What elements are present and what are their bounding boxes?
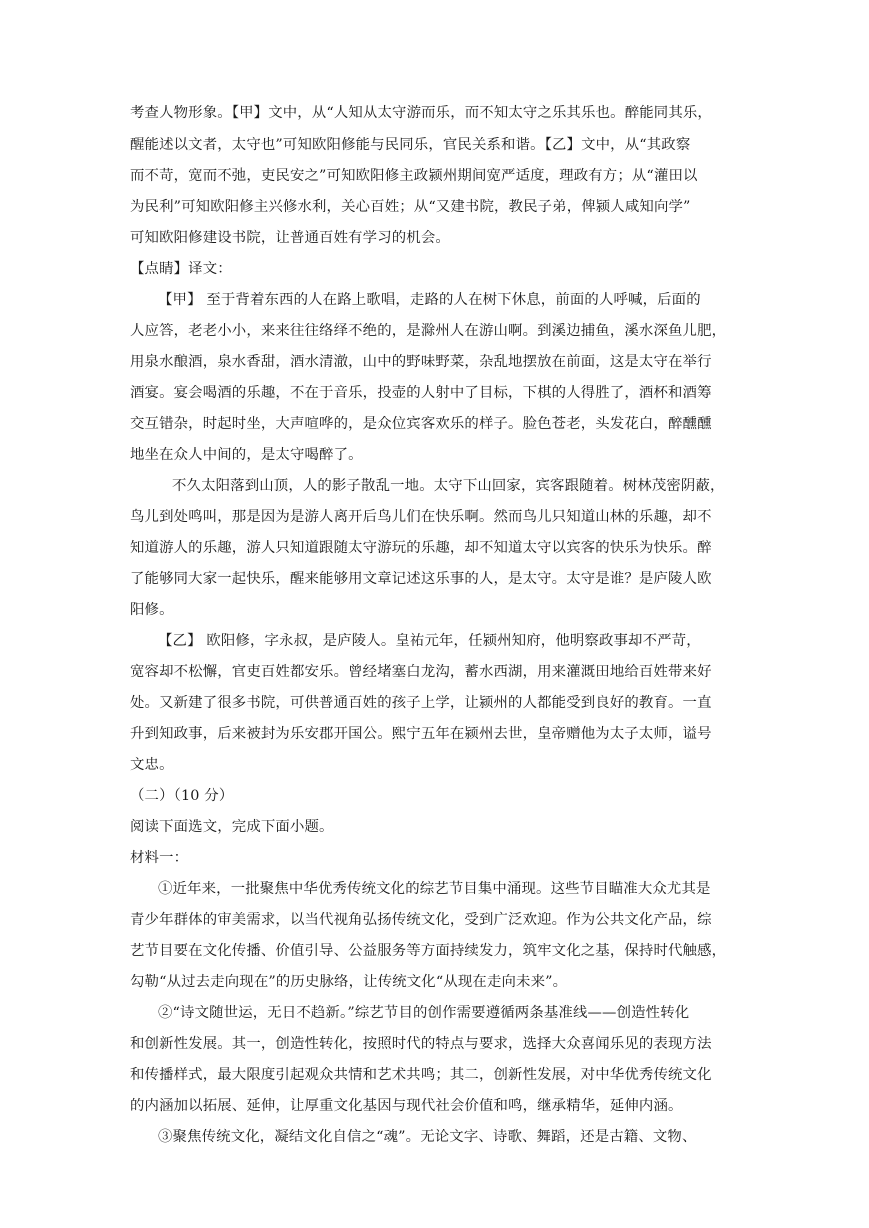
text-line: 和创新性发展。其一，创造性转化，按照时代的特点与要求，选择大众喜闻乐见的表现方法 <box>130 1036 712 1052</box>
text-line: 的内涵加以拓展、延伸，让厚重文化基因与现代社会价值和鸣，继承精华，延伸内涵。 <box>130 1098 683 1114</box>
paragraph-start: 【甲】 至于背着东西的人在路上歌唱，走路的人在树下休息，前面的人呼喊，后面的 <box>158 292 701 308</box>
text-line: 升到知政事，后来被封为乐安郡开国公。熙宁五年在颍州去世，皇帝赠他为太子太师，谥号 <box>130 726 712 742</box>
text-line: 鸟儿到处鸣叫，那是因为是游人离开后鸟儿们在快乐啊。然而鸟儿只知道山林的乐趣，却不 <box>130 509 712 525</box>
text-line: 和传播样式，最大限度引起观众共情和艺术共鸣；其二，创新性发展，对中华优秀传统文化 <box>130 1067 712 1083</box>
section-heading: （二）（10 分） <box>130 788 234 804</box>
text-line: 可知欧阳修建设书院，让普通百姓有学习的机会。 <box>130 230 450 246</box>
paragraph-start: ③聚焦传统文化，凝结文化自信之“魂”。无论文字、诗歌、舞蹈，还是古籍、文物、 <box>158 1129 697 1145</box>
text-line: 处。又新建了很多书院，可供普通百姓的孩子上学，让颍州的人都能受到良好的教育。一直 <box>130 695 712 711</box>
text-line: 为民利”可知欧阳修主兴修水利，关心百姓；从“又建书院，教民子弟，俾颍人咸知向学” <box>130 199 691 215</box>
text-line: 交互错杂，时起时坐，大声喧哗的，是众位宾客欢乐的样子。脸色苍老，头发花白，醉醺醺 <box>130 416 712 432</box>
instruction-text: 阅读下面选文，完成下面小题。 <box>130 819 334 835</box>
text-line: 宽容却不松懈，官吏百姓都安乐。曾经堵塞白龙沟，蓄水西湖，用来灌溉田地给百姓带来好 <box>130 664 712 680</box>
text-line: 阳修。 <box>130 602 174 618</box>
section-heading: 【点睛】译文： <box>130 261 232 277</box>
text-line: 勾勒“从过去走向现在”的历史脉络，让传统文化“从现在走向未来”。 <box>130 974 568 990</box>
text-line: 而不苛，宽而不弛，吏民安之”可知欧阳修主政颍州期间宽严适度，理政有方；从“灌田以 <box>130 168 698 184</box>
paragraph-start: 不久太阳落到山顶，人的影子散乱一地。太守下山回家，宾客跟随着。树林茂密阴蔽， <box>172 478 725 494</box>
text-line: 醒能述以文者，太守也”可知欧阳修能与民同乐，官民关系和谐。【乙】文中，从“其政察 <box>130 137 691 153</box>
material-label: 材料一： <box>130 850 189 866</box>
paragraph-start: ①近年来，一批聚焦中华优秀传统文化的综艺节目集中涌现。这些节目瞄准大众尤其是 <box>158 881 711 897</box>
text-line: 用泉水酿酒，泉水香甜，酒水清澈，山中的野味野菜，杂乱地摆放在前面，这是太守在举行 <box>130 354 712 370</box>
paragraph-start: 【乙】 欧阳修，字永叔，是庐陵人。皇祐元年，任颍州知府，他明察政事却不严苛， <box>158 633 701 649</box>
text-line: 了能够同大家一起快乐，醒来能够用文章记述这乐事的人，是太守。太守是谁？是庐陵人欧 <box>130 571 712 587</box>
text-line: 文忠。 <box>130 757 174 773</box>
text-line: 酒宴。宴会喝酒的乐趣，不在于音乐，投壶的人射中了目标，下棋的人得胜了，酒杯和酒筹 <box>130 385 712 401</box>
text-line: 知道游人的乐趣，游人只知道跟随太守游玩的乐趣，却不知道太守以宾客的快乐为快乐。醉 <box>130 540 712 556</box>
text-line: 人应答，老老小小，来来往往络绎不绝的，是滁州人在游山啊。到溪边捕鱼，溪水深鱼儿肥， <box>130 323 727 339</box>
paragraph-start: ②“诗文随世运，无日不趋新。”综艺节目的创作需要遵循两条基准线——创造性转化 <box>158 1005 690 1021</box>
text-line: 艺节目要在文化传播、价值引导、公益服务等方面持续发力，筑牢文化之基，保持时代触感， <box>130 943 727 959</box>
text-line: 考查人物形象。【甲】文中，从“人知从太守游而乐，而不知太守之乐其乐也。醉能同其乐， <box>130 105 712 121</box>
text-line: 地坐在众人中间的，是太守喝醉了。 <box>130 447 363 463</box>
text-line: 青少年群体的审美需求，以当代视角弘扬传统文化，受到广泛欢迎。作为公共文化产品，综 <box>130 912 712 928</box>
